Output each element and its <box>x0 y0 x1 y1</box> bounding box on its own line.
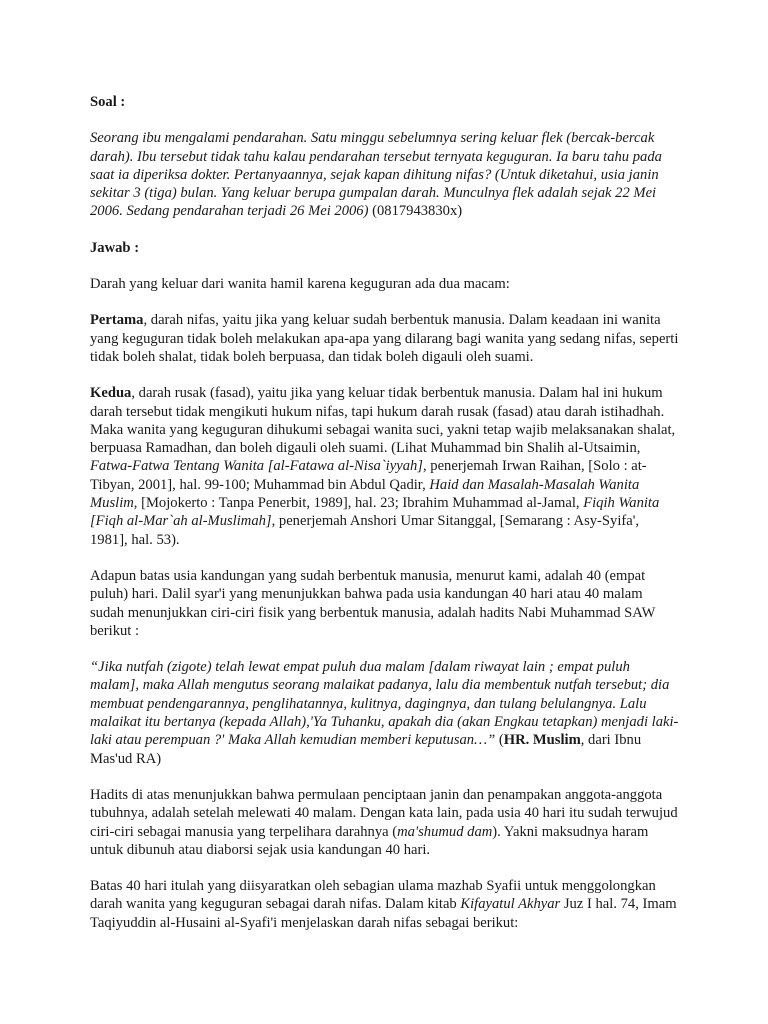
paragraph-hadits <box>90 658 680 768</box>
kedua-ref-2: Haid dan Masalah-Masalah Wanita Muslim <box>90 476 640 512</box>
jawab-intro: Darah yang keluar dari wanita hamil karena keguguran ada dua macam: <box>90 276 510 293</box>
document-body <box>90 93 680 950</box>
kedua-text-2: , penerjemah Irwan Raihan, [Solo : at-Tibyan, 2001], hal. 99-100; Muhammad bin Abdul Qadir, <box>90 458 647 493</box>
hadits-quote: “Jika nutfah (zigote) telah lewat empat puluh dua malam [dalam riwayat lain ; empat puluh malam], maka Allah mengutus seorang malaikat padanya, lalu dia membentuk nutfah tersebut; dia membuat pendengarannya, penglihatannya, kulitnya, dagingnya, dan tulang belulangnya. Lalu malaikat itu bertanya (kepada Allah),'Ya Tuhanku, apakah dia (akan Engkau tetapkan) menjadi laki-laki atau perempuan ?' Maka Allah kemudian memberi keputusan…” <box>90 659 679 749</box>
syafii-book: Kifayatul Akhyar <box>460 896 561 913</box>
syafii-text-2: Juz I hal. 74, Imam Taqiyuddin al-Husaini al-Syafi'i menjelaskan darah nifas sebagai berikut: <box>90 896 677 931</box>
paragraph-pertama <box>90 311 680 366</box>
hadits-source: HR. Muslim <box>503 732 581 749</box>
syafii-text-1: Batas 40 hari itulah yang diisyaratkan oleh sebagian ulama mazhab Syafii untuk menggolongkan darah wanita yang keguguran sebagai darah nifas. Dalam kitab <box>90 878 656 913</box>
soal-question-text: Seorang ibu mengalami pendarahan. Satu minggu sebelumnya sering keluar flek (bercak-bercak darah). Ibu tersebut tidak tahu kalau pendarahan tersebut ternyata keguguran. Ia baru tahu pada saat ia diperiksa dokter. Pertanyaannya, sejak kapan dihitung nifas? (Untuk diketahui, usia janin sekitar 3 (tiga) bulan. Yang keluar berupa gumpalan darah. Munculnya flek adalah sejak 22 Mei 2006. Sedang pendarahan terjadi 26 Mei 2006) <box>90 130 662 220</box>
soal-heading: Soal : <box>90 94 126 110</box>
soal-question <box>90 129 680 220</box>
kedua-text-4: , penerjemah Anshori Umar Sitanggal, [Semarang : Asy-Syifa', 1981], hal. 53). <box>90 513 640 548</box>
penjelasan-term: ma'shumud dam <box>397 823 493 840</box>
paragraph-kedua <box>90 384 680 549</box>
soal-contact: (0817943830x) <box>368 203 463 220</box>
hadits-open: ( <box>495 732 504 749</box>
pertama-text: , darah nifas, yaitu jika yang keluar sudah berbentuk manusia. Dalam keadaan ini wanita yang keguguran tidak boleh melakukan apa-apa yang dilarang bagi wanita yang sedang nifas, seperti tidak boleh shalat, tidak boleh berpuasa, dan tidak boleh digauli oleh suami. <box>90 312 679 365</box>
paragraph-batas: Adapun batas usia kandungan yang sudah berbentuk manusia, menurut kami, adalah 40 (empat puluh) hari. Dalil syar'i yang menunjukkan bahwa pada usia kandungan 40 hari atau 40 malam sudah menunjukkan ciri-ciri fisik yang berbentuk manusia, adalah hadits Nabi Muhammad SAW berikut : <box>90 567 656 639</box>
penjelasan-text-1: Hadits di atas menunjukkan bahwa permulaan penciptaan janin dan penampakan anggota-anggota tubuhnya, adalah setelah melewati 40 malam. Dengan kata lain, pada usia 40 hari itu sudah terwujud ciri-ciri sebagai manusia yang terpelihara darahnya ( <box>90 786 678 840</box>
penjelasan-text-2: ). Yakni maksudnya haram untuk dibunuh atau diaborsi sejak usia kandungan 40 hari. <box>90 823 649 858</box>
paragraph-syafii <box>90 877 680 932</box>
pertama-label: Pertama <box>90 312 144 329</box>
kedua-text-1: , darah rusak (fasad), yaitu jika yang keluar tidak berbentuk manusia. Dalam hal ini hukum darah tersebut tidak mengikuti hukum nifas, tapi hukum darah rusak (fasad) atau darah istihadhah. Maka wanita yang keguguran dihukumi sebagai wanita suci, yakni tetap wajib melaksanakan shalat, berpuasa Ramadhan, dan boleh digauli oleh suami. (Lihat Muhammad bin Shalih al-Utsaimin, <box>90 385 676 457</box>
kedua-ref-1: Fatwa-Fatwa Tentang Wanita [al-Fatawa al-Nisa`iyyah] <box>90 458 423 475</box>
kedua-ref-3: Fiqih Wanita [Fiqh al-Mar`ah al-Muslimah] <box>90 495 660 530</box>
kedua-text-3: , [Mojokerto : Tanpa Penerbit, 1989], hal. 23; Ibrahim Muhammad al-Jamal, <box>133 495 584 512</box>
kedua-label: Kedua <box>90 385 132 402</box>
hadits-close: , dari Ibnu Mas'ud RA) <box>90 732 642 767</box>
jawab-heading: Jawab : <box>90 239 140 256</box>
paragraph-penjelasan <box>90 786 680 859</box>
